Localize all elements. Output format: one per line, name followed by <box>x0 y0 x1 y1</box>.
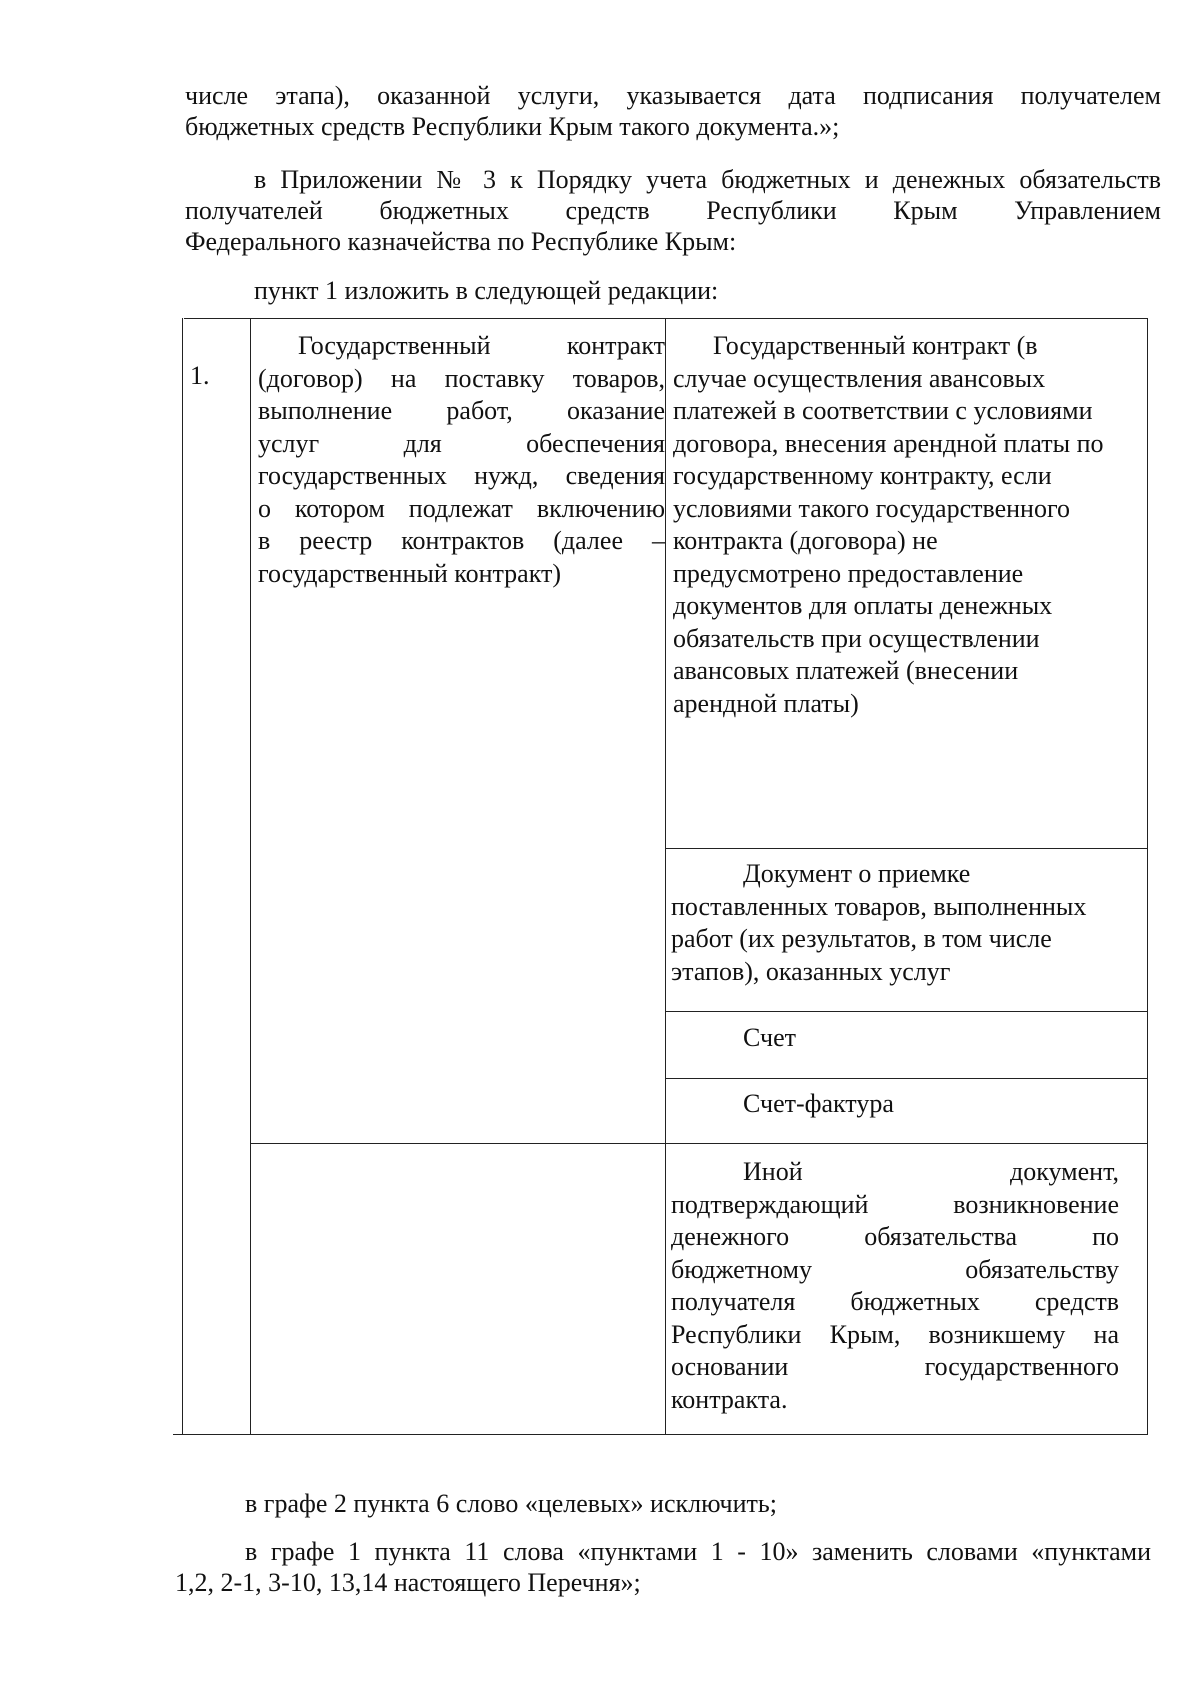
state-contract-line: документов для оплаты денежных <box>673 591 1053 620</box>
table-row-divider-other <box>250 1143 1148 1144</box>
table-left-border <box>182 318 183 1434</box>
acceptance-document-line: работ (их результатов, в том числе <box>671 924 1052 953</box>
cell-other-document <box>671 1156 1119 1416</box>
bottom-paragraph-column1-line2: 1,2, 2-1, 3-10, 13,14 настоящего Перечня»; <box>175 1568 641 1597</box>
cell-acceptance-document <box>671 858 1126 988</box>
acceptance-document-line: Документ о приемке <box>743 859 971 888</box>
state-contract-line: арендной платы) <box>673 688 859 718</box>
intro-line: пункт 1 изложить в следующей редакции: <box>254 276 719 305</box>
other-document-line: основании государственного <box>671 1352 1119 1381</box>
state-contract-line: платежей в соответствии с условиями <box>673 396 1093 425</box>
state-contract-line: случае осуществления авансовых <box>673 363 1046 393</box>
items-table <box>173 318 1148 1435</box>
table-row-divider-vat-invoice <box>665 1078 1148 1079</box>
appendix-paragraph-line2: получателей бюджетных средств Республики Крым Управлением <box>185 196 1161 225</box>
cell-vat-invoice: Счет-фактура <box>743 1089 894 1118</box>
acceptance-document-line: этапов), оказанных услуг <box>671 956 951 986</box>
state-contract-line: авансовых платежей (внесении <box>673 656 1019 685</box>
contract-description-line: (договор) на поставку товаров, <box>258 363 665 393</box>
contract-description-line: Государственный контракт <box>298 331 665 360</box>
state-contract-line: договора, внесения арендной платы по <box>673 428 1104 458</box>
other-document-line: бюджетному обязательству <box>671 1254 1119 1284</box>
table-col2-divider <box>665 318 666 1434</box>
contract-description-line: государственный контракт) <box>258 558 562 588</box>
contract-description-line: услуг для обеспечения <box>258 428 665 458</box>
appendix-paragraph-line1: в Приложении № 3 к Порядку учета бюджетных и денежных обязательств <box>254 165 1161 194</box>
appendix-paragraph-line3: Федерального казначейства по Республике Крым: <box>185 227 737 256</box>
state-contract-line: Государственный контракт (в <box>713 331 1038 360</box>
cell-contract-description <box>258 330 665 590</box>
table-row-divider-invoice <box>665 1011 1148 1012</box>
other-document-line: Иной документ, <box>743 1157 1119 1186</box>
paragraph-continuation-line1: числе этапа), оказанной услуги, указывается дата подписания получателем <box>185 81 1161 110</box>
other-document-line: подтверждающий возникновение <box>671 1189 1119 1219</box>
bottom-paragraph-column2: в графе 2 пункта 6 слово «целевых» исключить; <box>245 1489 777 1518</box>
other-document-line: Республики Крым, возникшему на <box>671 1319 1119 1349</box>
table-col1-divider <box>250 318 251 1434</box>
other-document-line: контракта. <box>671 1384 788 1414</box>
table-right-border <box>1147 318 1148 1434</box>
table-bottom-border <box>173 1434 1148 1435</box>
other-document-line: получателя бюджетных средств <box>671 1287 1119 1316</box>
paragraph-continuation-line2: бюджетных средств Республики Крым такого документа.»; <box>185 112 840 141</box>
state-contract-line: предусмотрено предоставление <box>673 558 1024 588</box>
contract-description-line: в реестр контрактов (далее – <box>258 526 665 555</box>
contract-description-line: государственных нужд, сведения <box>258 461 665 490</box>
state-contract-line: государственному контракту, если <box>673 461 1052 490</box>
state-contract-line: условиями такого государственного <box>673 493 1070 523</box>
state-contract-line: обязательств при осуществлении <box>673 623 1040 653</box>
bottom-paragraph-column1-line1: в графе 1 пункта 11 слова «пунктами 1 - 10» заменить словами «пунктами <box>245 1537 1151 1566</box>
contract-description-line: выполнение работ, оказание <box>258 396 665 425</box>
acceptance-document-line: поставленных товаров, выполненных <box>671 891 1087 921</box>
row-number: 1. <box>190 361 210 390</box>
table-row-divider-acceptance <box>665 848 1148 849</box>
state-contract-line: контракта (договора) не <box>673 526 938 555</box>
cell-invoice: Счет <box>743 1023 796 1052</box>
cell-state-contract <box>673 330 1118 720</box>
contract-description-line: о котором подлежат включению <box>258 493 665 523</box>
other-document-line: денежного обязательства по <box>671 1222 1119 1251</box>
